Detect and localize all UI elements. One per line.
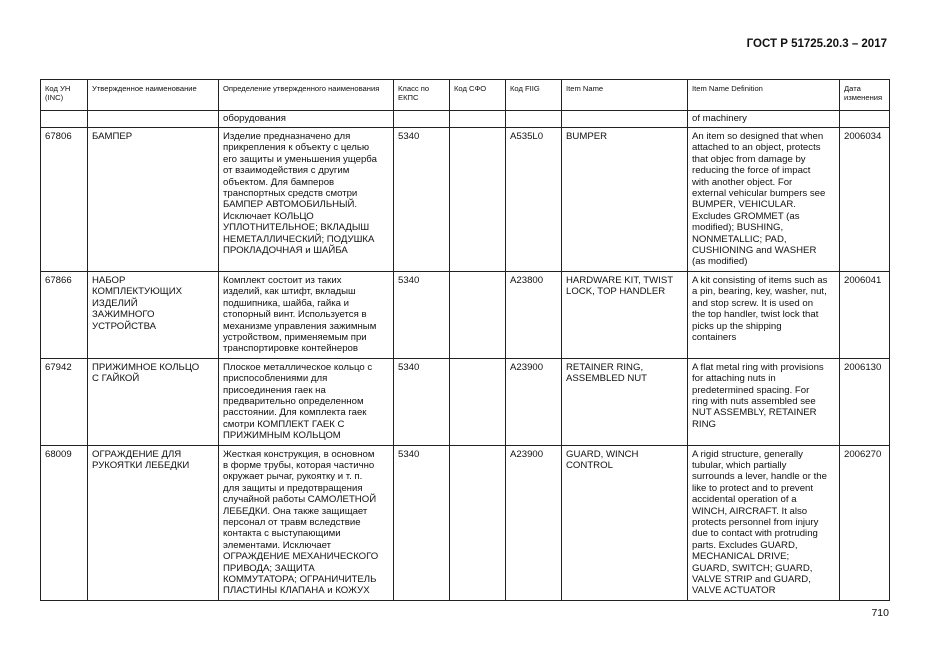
table-header-row <box>41 80 890 111</box>
column-header-definition: Определение утвержденного наименования <box>219 80 394 111</box>
cell-name-ru: НАБОР КОМПЛЕКТУЮЩИХ ИЗДЕЛИЙ ЗАЖИМНОГО УСТРОЙСТВА <box>88 271 219 358</box>
cell-item-definition: A flat metal ring with provisions for attaching nuts in predetermined spacing. For ring with nuts assembled see NUT ASSEMBLY, RETAINER RING <box>688 358 840 445</box>
cell-item-name: GUARD, WINCH CONTROL <box>562 445 688 600</box>
cell-fiig: A23900 <box>506 358 562 445</box>
cell-item-name: BUMPER <box>562 128 688 272</box>
cell-item-name: RETAINER RING, ASSEMBLED NUT <box>562 358 688 445</box>
cell-name-ru: БАМПЕР <box>88 128 219 272</box>
column-header-ekps-class: Класс по ЕКПС <box>394 80 450 111</box>
cell-item-definition: An item so designed that when attached to an object, protects that objec from damage by reducing the force of impact with another object. For external vehicular bumpers see BUMPER, VEHICULAR. Excludes GROMMET (as modified); BUSHING, NONMETALLIC; PAD, CUSHIONING and WASHER (as modified) <box>688 128 840 272</box>
cell-definition-ru: Жесткая конструкция, в основном в форме трубы, которая частично окружает рычаг, рукоятку и т. п. для защиты и предотвращения случайной работы САМОЛЕТНОЙ ЛЕБЕДКИ. Она также защищает персонал от травм вследствие контакта с выступающими элементами. Исключает ОГРАЖДЕНИЕ МЕХАНИЧЕСКОГО ПРИВОДА; ЗАЩИТА КОММУТАТОРА; ОГРАНИЧИТЕЛЬ ПЛАСТИНЫ КЛАПАНА и КОЖУХ <box>219 445 394 600</box>
column-header-item-name: Item Name <box>562 80 688 111</box>
cell-date: 2006034 <box>840 128 890 272</box>
cell-item-name: HARDWARE KIT, TWIST LOCK, TOP HANDLER <box>562 271 688 358</box>
cell-name-ru: ОГРАЖДЕНИЕ ДЛЯ РУКОЯТКИ ЛЕБЕДКИ <box>88 445 219 600</box>
table-row <box>41 128 890 272</box>
cell-inc: 67942 <box>41 358 88 445</box>
document-code: ГОСТ Р 51725.20.3 – 2017 <box>746 38 887 50</box>
cell-inc: 68009 <box>41 445 88 600</box>
column-header-approved-name: Утвержденное наименование <box>88 80 219 111</box>
cell-date: 2006130 <box>840 358 890 445</box>
table-row <box>41 358 890 445</box>
cell-fiig: A23900 <box>506 445 562 600</box>
column-header-inc: Код УН (INC) <box>41 80 88 111</box>
column-header-change-date: Дата изменения <box>840 80 890 111</box>
cell-ekps: 5340 <box>394 358 450 445</box>
cell-fiig: A535L0 <box>506 128 562 272</box>
cell-inc: 67806 <box>41 128 88 272</box>
cell-fiig: A23800 <box>506 271 562 358</box>
cell-date: 2006270 <box>840 445 890 600</box>
column-header-item-name-definition: Item Name Definition <box>688 80 840 111</box>
page-number: 710 <box>871 607 889 619</box>
table-row <box>41 445 890 600</box>
cell-inc: 67866 <box>41 271 88 358</box>
cell-item-definition: A kit consisting of items such as a pin, bearing, key, washer, nut, and stop screw. It is used on the top handler, twist lock that picks up the shipping containers <box>688 271 840 358</box>
cell-sfo <box>450 271 506 358</box>
cell-name-ru: ПРИЖИМНОЕ КОЛЬЦО С ГАЙКОЙ <box>88 358 219 445</box>
cell-sfo <box>450 445 506 600</box>
cell-ekps: 5340 <box>394 445 450 600</box>
continuation-definition-en: of machinery <box>688 111 840 128</box>
cell-definition-ru: Плоское металлическое кольцо с приспособлениями для присоединения гаек на предварительно определенном расстоянии. Для комплекта гаек смотри КОМПЛЕКТ ГАЕК С ПРИЖИМНЫМ КОЛЬЦОМ <box>219 358 394 445</box>
cell-definition-ru: Комплект состоит из таких изделий, как штифт, вкладыш подшипника, шайба, гайка и стопорный винт. Используется в механизме управления зажимным устройством, применяемым при транспортировке контейнеров <box>219 271 394 358</box>
cell-item-definition: A rigid structure, generally tubular, which partially surrounds a lever, handle or the like to protect and to prevent accidental operation of a WINCH, AIRCRAFT. It also protects personnel from injury due to contact with protruding parts. Excludes GUARD, MECHANICAL DRIVE; GUARD, SWITCH; GUARD, VALVE STRIP and GUARD, VALVE ACTUATOR <box>688 445 840 600</box>
continuation-definition-ru: оборудования <box>219 111 394 128</box>
cell-ekps: 5340 <box>394 128 450 272</box>
column-header-fiig-code: Код FIIG <box>506 80 562 111</box>
cell-ekps: 5340 <box>394 271 450 358</box>
table-row <box>41 271 890 358</box>
cell-definition-ru: Изделие предназначено для прикрепления к объекту с целью его защиты и уменьшения ущерба от взаимодействия с другим объектом. Для бамперов транспортных средств смотри БАМПЕР АВТОМОБИЛЬНЫЙ. Исключает КОЛЬЦО УПЛОТНИТЕЛЬНОЕ; ВКЛАДЫШ НЕМЕТАЛЛИЧЕСКИЙ; ПОДУШКА ПРОКЛАДОЧНАЯ и ШАЙБА <box>219 128 394 272</box>
cell-date: 2006041 <box>840 271 890 358</box>
item-name-table <box>40 79 890 601</box>
cell-sfo <box>450 358 506 445</box>
column-header-sfo-code: Код СФО <box>450 80 506 111</box>
cell-sfo <box>450 128 506 272</box>
continuation-row <box>41 111 890 128</box>
